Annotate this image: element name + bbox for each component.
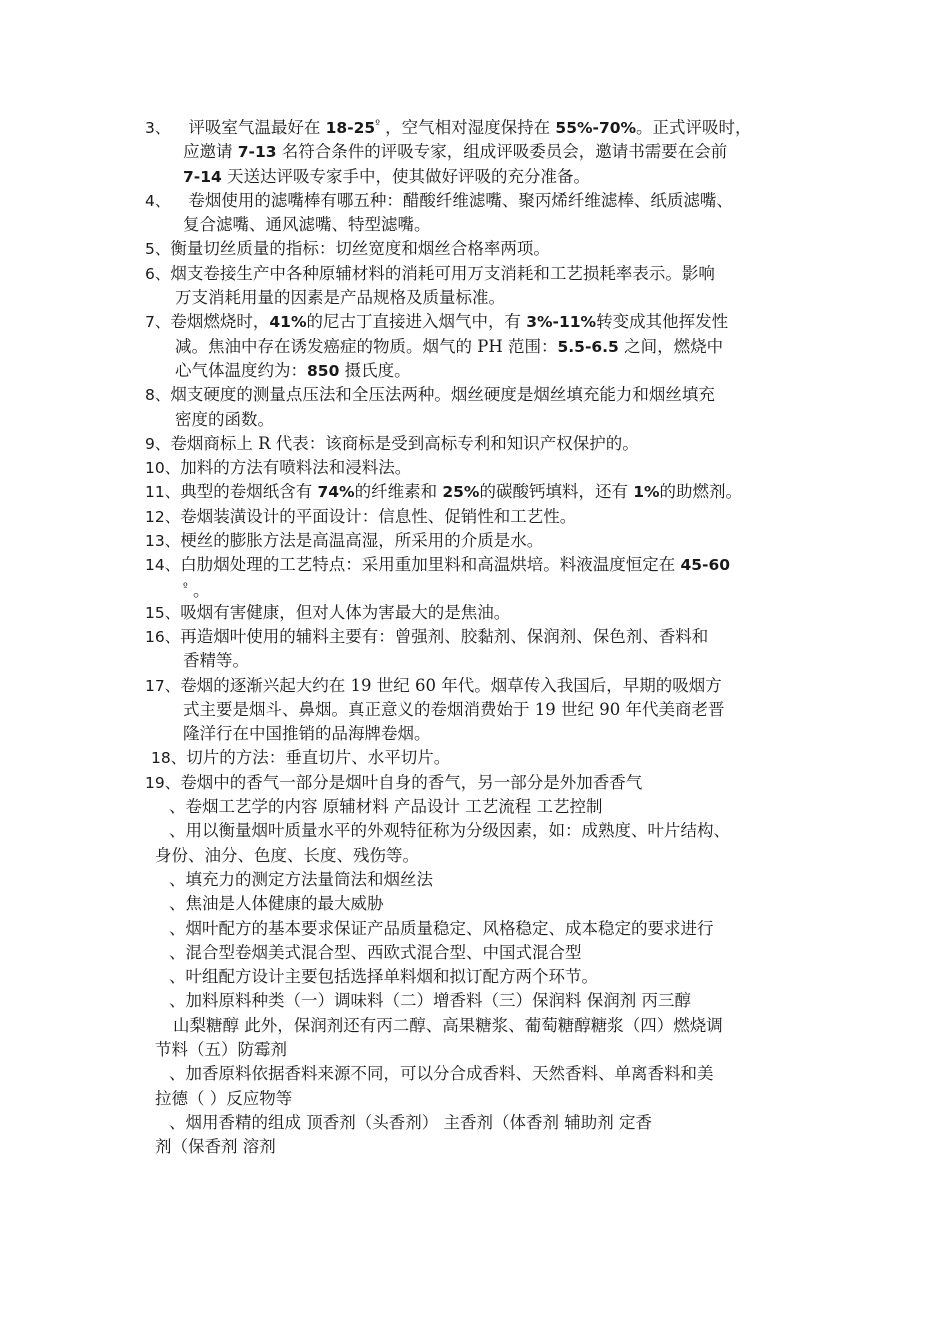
extra-item-8-line-2: [145, 1014, 810, 1038]
text: 山梨糖醇 此外，保润剂还有丙二醇、高果糖浆、葡萄糖醇糖浆（四）燃烧调: [173, 1015, 723, 1035]
text: 之间，燃烧中: [618, 336, 724, 356]
item-8-line-1: [145, 383, 810, 407]
value: 1%: [633, 483, 660, 502]
value: 41%: [269, 313, 307, 332]
extra-item-7: [145, 965, 810, 989]
text: 、叶组配方设计主要包括选择单料烟和拟订配方两个环节。: [169, 967, 598, 987]
document-content: [145, 113, 810, 1159]
text: 卷烟的逐渐兴起大约在 19 世纪 60 年代。烟草传入我国后，早期的吸烟方: [180, 675, 722, 695]
text: 白肋烟处理的工艺特点：采用重加里料和高温烘培。料液温度恒定在: [180, 555, 681, 575]
value: 850: [307, 361, 340, 380]
item-4-line-2: [145, 213, 810, 237]
item-number: 13、: [145, 532, 181, 551]
text: 剂（保香剂 溶剂: [155, 1137, 276, 1157]
extra-item-6: [145, 941, 810, 965]
item-number: 8、: [145, 386, 171, 405]
text: 、填充力的测定方法量筒法和烟丝法: [169, 869, 433, 889]
value: 45-60: [680, 556, 731, 575]
text: 衡量切丝质量的指标：切丝宽度和烟丝合格率两项。: [170, 239, 550, 259]
text: 评吸室气温最好在: [188, 118, 326, 137]
text: 身份、油分、色度、长度、残伤等。: [155, 845, 419, 865]
value: 55%-70%: [555, 119, 637, 137]
text: 的尼古丁直接进入烟气中，有: [306, 312, 527, 332]
degree-symbol: º: [375, 119, 380, 130]
item-number: 11、: [145, 483, 181, 502]
text: 切片的方法：垂直切片、水平切片。: [186, 748, 451, 768]
value: 25%: [442, 483, 480, 502]
text: 吸烟有害健康，但对人体为害最大的是焦油。: [180, 602, 511, 622]
text: 卷烟商标上 R 代表：该商标是受到高标专利和知识产权保护的。: [170, 433, 639, 453]
text: 香精等。: [183, 651, 249, 671]
item-number: 3、: [145, 119, 171, 137]
extra-item-4: [145, 892, 810, 916]
text: 、焦油是人体健康的最大威胁: [169, 894, 384, 914]
item-number: 10、: [145, 459, 181, 478]
text: 卷烟装潢设计的平面设计：信息性、促销性和工艺性。: [180, 506, 577, 526]
extra-item-2-line-2: [145, 844, 810, 868]
extra-item-5: [145, 917, 810, 941]
text: 转变成其他挥发性: [596, 312, 729, 332]
text: 、烟用香精的组成 顶香剂（头香剂） 主香剂（体香剂 辅助剂 定香: [169, 1112, 652, 1132]
text: 式主要是烟斗、鼻烟。真正意义的卷烟消费始于 19 世纪 90 年代美商老晋: [183, 699, 725, 719]
item-5-line-1: [145, 237, 810, 261]
text: 卷烟燃烧时，: [170, 312, 270, 332]
item-13-line-1: [145, 529, 810, 553]
value: 18-25: [325, 119, 376, 137]
text: 隆洋行在中国推销的品海牌卷烟。: [183, 724, 431, 744]
item-6-line-2: [145, 286, 810, 310]
text: 的纤维素和: [354, 482, 443, 502]
item-6-line-1: [145, 262, 810, 286]
text: ，空气相对湿度保持在: [379, 118, 556, 137]
extra-item-8-line-3: [145, 1038, 810, 1062]
value: 3%-11%: [526, 313, 597, 332]
extra-item-8-line-1: [145, 989, 810, 1013]
item-7-line-2: [145, 335, 810, 359]
item-4-line-1: [145, 189, 810, 213]
item-19-line-1: [145, 771, 810, 795]
item-3-line-3: [145, 165, 810, 189]
value: 5.5-6.5: [557, 337, 619, 356]
text: 复合滤嘴、通风滤嘴、特型滤嘴。: [183, 215, 431, 235]
text: 、卷烟工艺学的内容 原辅材料 产品设计 工艺流程 工艺控制: [169, 797, 603, 817]
text: 烟支卷接生产中各种原辅材料的消耗可用万支消耗和工艺损耗率表示。影响: [170, 263, 715, 283]
extra-item-9-line-2: [145, 1087, 810, 1111]
text: 、加香原料依据香料来源不同，可以分合成香料、天然香料、单离香料和美: [169, 1064, 714, 1084]
text: 万支消耗用量的因素是产品规格及质量标准。: [175, 288, 505, 308]
item-number: 7、: [145, 313, 171, 332]
item-12-line-1: [145, 505, 810, 529]
text: 卷烟使用的滤嘴棒有哪五种：醋酸纤维滤嘴、聚丙烯纤维滤棒、纸质滤嘴、: [188, 190, 733, 210]
item-number: 15、: [145, 603, 181, 622]
item-17-line-2: [145, 698, 810, 722]
extra-item-10-line-2: [145, 1135, 810, 1159]
text: 、混合型卷烟美式混合型、西欧式混合型、中国式混合型: [169, 942, 582, 962]
text: 、用以衡量烟叶质量水平的外观特征称为分级因素，如：成熟度、叶片结构、: [169, 821, 730, 841]
extra-item-1: [145, 795, 810, 819]
text: 摄氏度。: [339, 360, 411, 380]
extra-item-10-line-1: [145, 1111, 810, 1135]
value: 7-13: [237, 143, 277, 162]
item-16-line-2: [145, 649, 810, 673]
extra-item-2-line-1: [145, 819, 810, 843]
value: 74%: [317, 483, 355, 502]
item-number: 12、: [145, 507, 181, 526]
item-18-line-1: [145, 746, 810, 770]
text: 、加料原料种类（一）调味料（二）增香料（三）保润料 保润剂 丙三醇: [169, 991, 691, 1011]
item-9-line-1: [145, 432, 810, 456]
text: 。: [187, 580, 210, 600]
text: 烟支硬度的测量点压法和全压法两种。烟丝硬度是烟丝填充能力和烟丝填充: [170, 385, 715, 405]
text: 节料（五）防霉剂: [155, 1039, 287, 1059]
text: 再造烟叶使用的辅料主要有：曾强剂、胶黏剂、保润剂、保色剂、香料和: [180, 626, 709, 646]
text: 密度的函数。: [175, 409, 274, 429]
item-number: 5、: [145, 240, 171, 259]
item-11-line-1: [145, 480, 810, 504]
item-number: 16、: [145, 627, 181, 646]
item-17-line-1: [145, 674, 810, 698]
text: 的助燃剂。: [659, 482, 743, 502]
item-number: 9、: [145, 434, 171, 453]
text: 的碳酸钙填料，还有: [479, 482, 634, 502]
item-15-line-1: [145, 601, 810, 625]
item-number: 19、: [145, 773, 181, 792]
text: 梗丝的膨胀方法是高温高湿，所采用的介质是水。: [180, 531, 544, 551]
text: 名符合条件的评吸专家，组成评吸委员会，邀请书需要在会前: [276, 142, 728, 162]
item-10-line-1: [145, 456, 810, 480]
item-number: 14、: [145, 556, 181, 575]
item-14-line-2: [145, 578, 810, 601]
text: 应邀请: [183, 142, 238, 162]
text: 加料的方法有喷料法和浸料法。: [180, 458, 412, 478]
item-3-line-1: [145, 113, 810, 140]
item-7-line-3: [145, 359, 810, 383]
item-number: 6、: [145, 264, 171, 283]
item-7-line-1: [145, 310, 810, 334]
text: 拉德（ ）反应物等: [155, 1088, 293, 1108]
text: 减。焦油中存在诱发癌症的物质。烟气的 PH 范围：: [175, 336, 558, 356]
text: 。正式评吸时，: [636, 118, 752, 137]
item-number: 17、: [145, 676, 181, 695]
item-3-line-2: [145, 140, 810, 164]
text: 、烟叶配方的基本要求保证产品质量稳定、风格稳定、成本稳定的要求进行: [169, 918, 714, 938]
degree-symbol: º: [183, 581, 188, 593]
text: 心气体温度约为：: [175, 360, 307, 380]
value: 7-14: [183, 167, 222, 186]
item-number: 4、: [145, 191, 171, 210]
item-number: 18、: [151, 749, 187, 768]
item-16-line-1: [145, 625, 810, 649]
text: 典型的卷烟纸含有: [180, 482, 318, 502]
extra-item-3: [145, 868, 810, 892]
item-17-line-3: [145, 722, 810, 746]
extra-item-9-line-1: [145, 1062, 810, 1086]
item-14-line-1: [145, 553, 810, 577]
item-8-line-2: [145, 408, 810, 432]
text: 天送达评吸专家手中，使其做好评吸的充分准备。: [221, 166, 591, 186]
text: 卷烟中的香气一部分是烟叶自身的香气，另一部分是外加香香气: [180, 772, 643, 792]
